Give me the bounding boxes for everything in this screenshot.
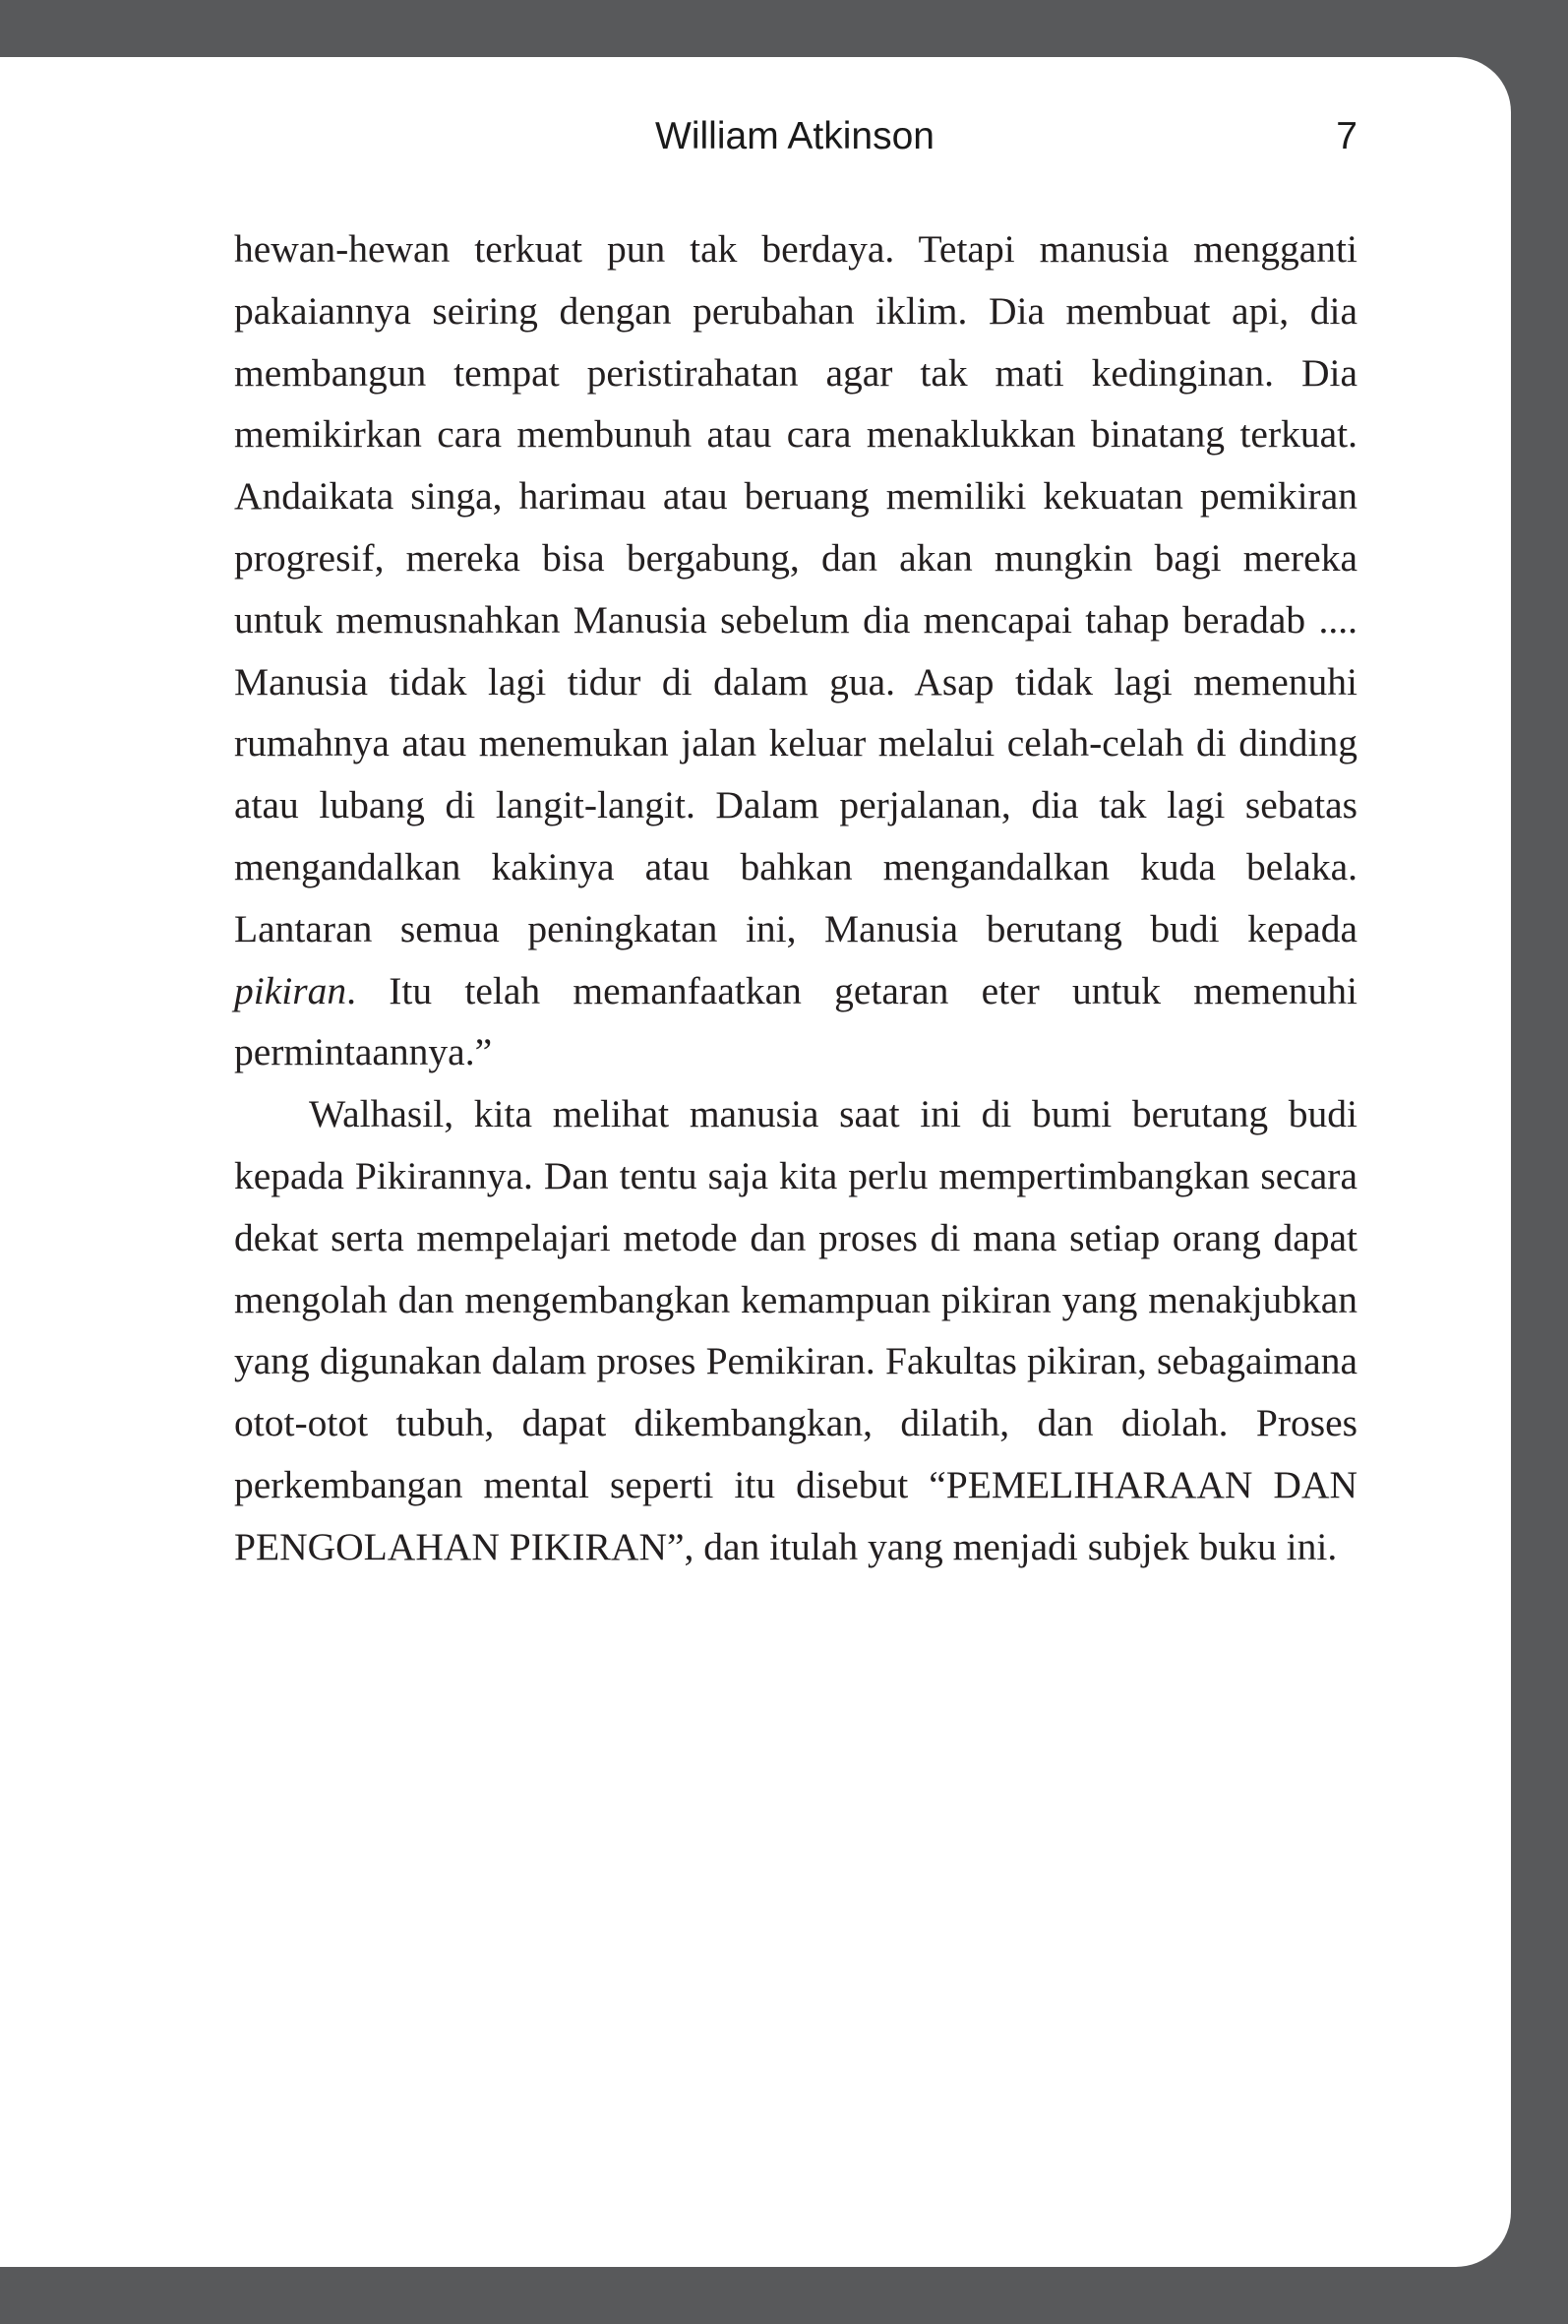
page-number: 7 xyxy=(1336,115,1357,157)
paragraph-1-text: hewan-hewan terkuat pun tak berdaya. Tetapi manusia mengganti pakaiannya seiring dengan perubahan iklim. Dia membuat api, dia membangun tempat peristirahatan agar tak mati kedinginan. Dia memikirkan cara membunuh atau cara menaklukkan binatang terkuat. Andaikata singa, harimau atau beruang memiliki kekuatan pemikiran progresif, mereka bisa bergabung, dan akan mungkin bagi mereka untuk memusnahkan Manusia sebelum dia mencapai tahap beradab .... Manusia tidak lagi tidur di dalam gua. Asap tidak lagi memenuhi rumahnya atau menemukan jalan keluar melalui celah-celah di dinding atau lubang di langit-langit. Dalam perjalanan, dia tak lagi sebatas mengandalkan kakinya atau bahkan mengandalkan kuda belaka. Lantaran semua peningkatan ini, Manusia berutang budi kepada xyxy=(234,227,1357,950)
author-name: William Atkinson xyxy=(655,115,935,157)
paragraph-1 xyxy=(234,218,1357,1083)
paragraph-1-ending: . Itu telah memanfaatkan getaran eter untuk memenuhi permintaannya.” xyxy=(234,968,1357,1074)
body-text xyxy=(234,218,1357,1578)
running-header xyxy=(0,107,1568,166)
paragraph-2: Walhasil, kita melihat manusia saat ini di bumi berutang budi kepada Pikirannya. Dan tentu saja kita perlu mempertimbangkan secara dekat serta mempelajari metode dan proses di mana setiap orang dapat mengolah dan mengembangkan kemampuan pikiran yang menakjubkan yang digunakan dalam proses Pemikiran. Fakultas pikiran, sebagaimana otot-otot tubuh, dapat dikembangkan, dilatih, dan diolah. Proses perkembangan mental seperti itu disebut “PEMELIHARAAN DAN PENGOLAHAN PIKIRAN”, dan itulah yang menjadi subjek buku ini. xyxy=(234,1092,1357,1568)
italic-word: pikiran xyxy=(234,968,347,1012)
